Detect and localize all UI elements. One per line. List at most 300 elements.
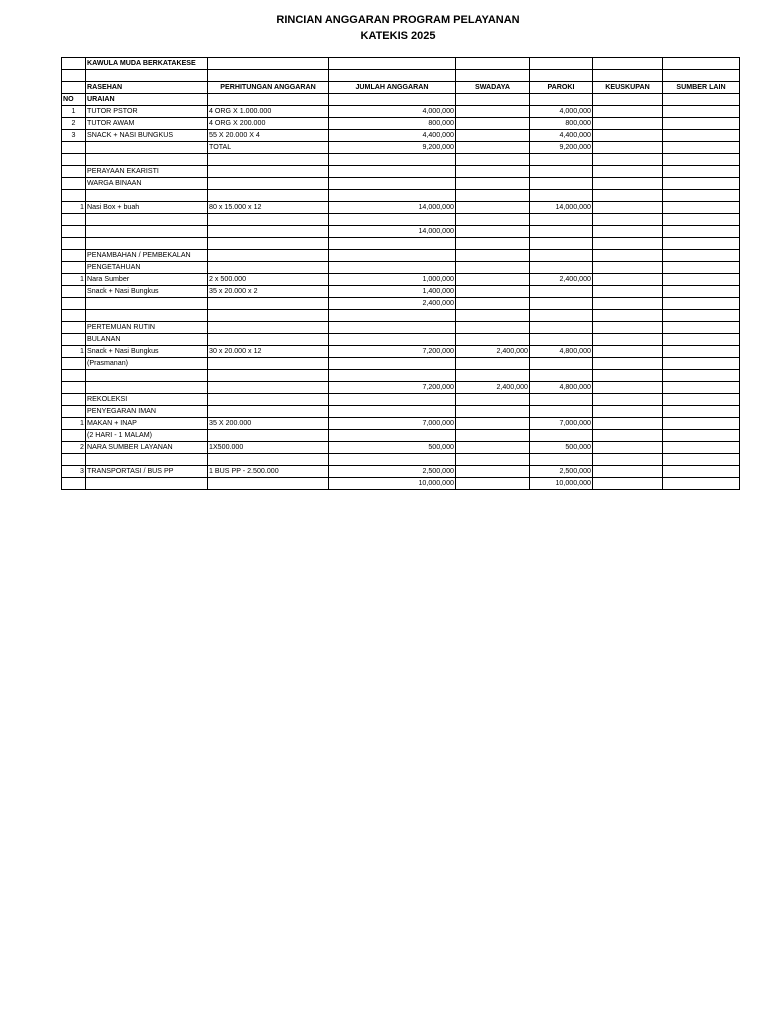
no-cell — [62, 118, 86, 130]
uraian-cell — [86, 226, 208, 238]
cell-text: BULANAN — [87, 335, 121, 343]
keuskupan-cell — [593, 70, 663, 82]
swadaya-cell — [456, 346, 530, 358]
no-cell — [62, 250, 86, 262]
no-cell — [62, 190, 86, 202]
perhitungan-cell — [208, 178, 329, 190]
uraian-cell — [86, 454, 208, 466]
swadaya-cell — [456, 118, 530, 130]
no-cell — [62, 478, 86, 490]
swadaya-cell — [456, 406, 530, 418]
uraian-cell — [86, 94, 208, 106]
uraian-cell — [86, 466, 208, 478]
cell-text: (2 HARI - 1 MALAM) — [87, 431, 153, 439]
cell-text: 14,000,000 — [418, 203, 454, 211]
keuskupan-cell — [593, 310, 663, 322]
paroki-cell — [530, 382, 593, 394]
table-row — [62, 466, 740, 478]
keuskupan-cell — [593, 346, 663, 358]
table-row — [62, 202, 740, 214]
cell-text: TUTOR PSTOR — [87, 107, 138, 115]
swadaya-cell — [456, 382, 530, 394]
keuskupan-cell — [593, 334, 663, 346]
table-row — [62, 118, 740, 130]
keuskupan-cell — [593, 226, 663, 238]
swadaya-cell — [456, 154, 530, 166]
perhitungan-cell — [208, 58, 329, 70]
uraian-cell — [86, 70, 208, 82]
uraian-cell — [86, 298, 208, 310]
paroki-cell — [530, 406, 593, 418]
cell-text: TRANSPORTASI / BUS PP — [87, 467, 174, 475]
keuskupan-cell — [593, 142, 663, 154]
paroki-cell — [530, 298, 593, 310]
keuskupan-cell — [593, 430, 663, 442]
table-row — [62, 406, 740, 418]
keuskupan-cell — [593, 370, 663, 382]
perhitungan-cell — [208, 118, 329, 130]
uraian-cell — [86, 166, 208, 178]
jumlah-cell — [329, 94, 456, 106]
jumlah-cell — [329, 142, 456, 154]
paroki-cell — [530, 130, 593, 142]
uraian-cell — [86, 370, 208, 382]
paroki-cell — [530, 118, 593, 130]
cell-text: 800,000 — [565, 119, 591, 127]
uraian-cell — [86, 142, 208, 154]
sumber-lain-cell — [663, 82, 740, 94]
jumlah-cell — [329, 346, 456, 358]
table-row — [62, 430, 740, 442]
jumlah-cell — [329, 430, 456, 442]
no-cell — [62, 466, 86, 478]
swadaya-cell — [456, 166, 530, 178]
cell-text: 10,000,000 — [418, 479, 454, 487]
table-row — [62, 478, 740, 490]
jumlah-cell — [329, 154, 456, 166]
swadaya-cell — [456, 322, 530, 334]
uraian-cell — [86, 418, 208, 430]
uraian-cell — [86, 442, 208, 454]
cell-text: 2,400,000 — [422, 299, 454, 307]
sumber-lain-cell — [663, 142, 740, 154]
uraian-cell — [86, 214, 208, 226]
keuskupan-cell — [593, 442, 663, 454]
table-row — [62, 226, 740, 238]
cell-text: 35 X 200.000 — [209, 419, 252, 427]
cell-text: 1 — [80, 419, 84, 427]
perhitungan-cell — [208, 334, 329, 346]
uraian-cell — [86, 274, 208, 286]
table-row — [62, 154, 740, 166]
cell-text: 7,200,000 — [422, 347, 454, 355]
perhitungan-cell — [208, 130, 329, 142]
jumlah-cell — [329, 274, 456, 286]
cell-text: SUMBER LAIN — [676, 83, 726, 91]
paroki-cell — [530, 82, 593, 94]
table-row — [62, 454, 740, 466]
table-row — [62, 94, 740, 106]
paroki-cell — [530, 262, 593, 274]
cell-text: 500,000 — [565, 443, 591, 451]
no-cell — [62, 274, 86, 286]
sumber-lain-cell — [663, 406, 740, 418]
sumber-lain-cell — [663, 166, 740, 178]
keuskupan-cell — [593, 130, 663, 142]
cell-text: 1,000,000 — [422, 275, 454, 283]
perhitungan-cell — [208, 298, 329, 310]
paroki-cell — [530, 274, 593, 286]
uraian-cell — [86, 358, 208, 370]
paroki-cell — [530, 202, 593, 214]
jumlah-cell — [329, 418, 456, 430]
cell-text: JUMLAH ANGGARAN — [355, 83, 429, 91]
sumber-lain-cell — [663, 250, 740, 262]
no-cell — [62, 442, 86, 454]
jumlah-cell — [329, 118, 456, 130]
sumber-lain-cell — [663, 286, 740, 298]
uraian-cell — [86, 478, 208, 490]
swadaya-cell — [456, 142, 530, 154]
cell-text: 800,000 — [428, 119, 454, 127]
cell-text: 4,000,000 — [559, 107, 591, 115]
swadaya-cell — [456, 478, 530, 490]
no-cell — [62, 238, 86, 250]
swadaya-cell — [456, 310, 530, 322]
cell-text: 10,000,000 — [555, 479, 591, 487]
jumlah-cell — [329, 106, 456, 118]
uraian-cell — [86, 190, 208, 202]
jumlah-cell — [329, 250, 456, 262]
uraian-cell — [86, 394, 208, 406]
no-cell — [62, 202, 86, 214]
keuskupan-cell — [593, 58, 663, 70]
cell-text: 2 x 500.000 — [209, 275, 247, 283]
cell-text: Nara Sumber — [87, 275, 130, 283]
sumber-lain-cell — [663, 202, 740, 214]
keuskupan-cell — [593, 286, 663, 298]
keuskupan-cell — [593, 382, 663, 394]
paroki-cell — [530, 370, 593, 382]
sumber-lain-cell — [663, 370, 740, 382]
perhitungan-cell — [208, 274, 329, 286]
perhitungan-cell — [208, 214, 329, 226]
no-cell — [62, 70, 86, 82]
uraian-cell — [86, 346, 208, 358]
no-cell — [62, 310, 86, 322]
table-row — [62, 70, 740, 82]
no-cell — [62, 142, 86, 154]
cell-text: 7,200,000 — [422, 383, 454, 391]
swadaya-cell — [456, 190, 530, 202]
sumber-lain-cell — [663, 394, 740, 406]
jumlah-cell — [329, 406, 456, 418]
budget-table-body — [62, 58, 740, 490]
cell-text: 2 — [80, 443, 84, 451]
sumber-lain-cell — [663, 214, 740, 226]
jumlah-cell — [329, 262, 456, 274]
cell-text: 4,400,000 — [559, 131, 591, 139]
paroki-cell — [530, 442, 593, 454]
sumber-lain-cell — [663, 454, 740, 466]
cell-text: PERAYAAN EKARISTI — [87, 167, 159, 175]
uraian-cell — [86, 118, 208, 130]
no-cell — [62, 154, 86, 166]
paroki-cell — [530, 166, 593, 178]
keuskupan-cell — [593, 322, 663, 334]
no-cell — [62, 322, 86, 334]
swadaya-cell — [456, 238, 530, 250]
perhitungan-cell — [208, 466, 329, 478]
cell-text: URAIAN — [87, 95, 115, 103]
perhitungan-cell — [208, 202, 329, 214]
cell-text: PERTEMUAN RUTIN — [87, 323, 156, 331]
table-row — [62, 442, 740, 454]
no-cell — [62, 406, 86, 418]
perhitungan-cell — [208, 250, 329, 262]
uraian-cell — [86, 250, 208, 262]
perhitungan-cell — [208, 406, 329, 418]
sumber-lain-cell — [663, 190, 740, 202]
paroki-cell — [530, 454, 593, 466]
cell-text: 80 x 15.000 x 12 — [209, 203, 262, 211]
table-row — [62, 238, 740, 250]
swadaya-cell — [456, 442, 530, 454]
keuskupan-cell — [593, 166, 663, 178]
cell-text: RASEHAN — [87, 83, 123, 91]
uraian-cell — [86, 82, 208, 94]
sumber-lain-cell — [663, 178, 740, 190]
table-row — [62, 346, 740, 358]
perhitungan-cell — [208, 142, 329, 154]
paroki-cell — [530, 322, 593, 334]
keuskupan-cell — [593, 238, 663, 250]
jumlah-cell — [329, 370, 456, 382]
no-cell — [62, 106, 86, 118]
perhitungan-cell — [208, 106, 329, 118]
jumlah-cell — [329, 238, 456, 250]
perhitungan-cell — [208, 418, 329, 430]
paroki-cell — [530, 478, 593, 490]
table-row — [62, 262, 740, 274]
no-cell — [62, 286, 86, 298]
sumber-lain-cell — [663, 334, 740, 346]
cell-text: 1 — [80, 347, 84, 355]
paroki-cell — [530, 346, 593, 358]
table-row — [62, 394, 740, 406]
keuskupan-cell — [593, 262, 663, 274]
cell-text: (Prasmanan) — [87, 359, 129, 367]
table-row — [62, 142, 740, 154]
cell-text: Snack + Nasi Bungkus — [87, 287, 159, 295]
paroki-cell — [530, 250, 593, 262]
cell-text: REKOLEKSI — [87, 395, 128, 403]
perhitungan-cell — [208, 238, 329, 250]
cell-text: 1 — [71, 107, 76, 115]
cell-text: NARA SUMBER LAYANAN — [87, 443, 173, 451]
paroki-cell — [530, 142, 593, 154]
sumber-lain-cell — [663, 298, 740, 310]
paroki-cell — [530, 214, 593, 226]
uraian-cell — [86, 58, 208, 70]
cell-text: 14,000,000 — [555, 203, 591, 211]
no-cell — [62, 262, 86, 274]
keuskupan-cell — [593, 202, 663, 214]
table-row — [62, 370, 740, 382]
no-cell — [62, 430, 86, 442]
cell-text: NO — [63, 95, 74, 103]
keuskupan-cell — [593, 106, 663, 118]
sumber-lain-cell — [663, 118, 740, 130]
uraian-cell — [86, 130, 208, 142]
sumber-lain-cell — [663, 322, 740, 334]
table-row — [62, 58, 740, 70]
swadaya-cell — [456, 130, 530, 142]
no-cell — [62, 358, 86, 370]
cell-text: PERHITUNGAN ANGGARAN — [220, 83, 316, 91]
perhitungan-cell — [208, 322, 329, 334]
no-cell — [62, 214, 86, 226]
jumlah-cell — [329, 478, 456, 490]
table-row — [62, 298, 740, 310]
table-row — [62, 106, 740, 118]
jumlah-cell — [329, 310, 456, 322]
perhitungan-cell — [208, 478, 329, 490]
no-cell — [62, 334, 86, 346]
cell-text: TUTOR AWAM — [87, 119, 135, 127]
perhitungan-cell — [208, 394, 329, 406]
jumlah-cell — [329, 394, 456, 406]
cell-text: 9,200,000 — [422, 143, 454, 151]
paroki-cell — [530, 190, 593, 202]
table-row — [62, 286, 740, 298]
cell-text: 4 ORG X 1.000.000 — [209, 107, 272, 115]
swadaya-cell — [456, 94, 530, 106]
cell-text: Nasi Box + buah — [87, 203, 140, 211]
cell-text: 35 x 20.000 x 2 — [209, 287, 258, 295]
keuskupan-cell — [593, 250, 663, 262]
table-row — [62, 274, 740, 286]
uraian-cell — [86, 382, 208, 394]
cell-text: MAKAN + INAP — [87, 419, 137, 427]
no-cell — [62, 394, 86, 406]
jumlah-cell — [329, 466, 456, 478]
cell-text: 4,800,000 — [559, 347, 591, 355]
perhitungan-cell — [208, 430, 329, 442]
sumber-lain-cell — [663, 274, 740, 286]
jumlah-cell — [329, 322, 456, 334]
cell-text: 2,500,000 — [422, 467, 454, 475]
paroki-cell — [530, 466, 593, 478]
swadaya-cell — [456, 466, 530, 478]
cell-text: PENAMBAHAN / PEMBEKALAN — [87, 251, 191, 259]
keuskupan-cell — [593, 406, 663, 418]
cell-text: 2,400,000 — [496, 383, 528, 391]
sumber-lain-cell — [663, 358, 740, 370]
cell-text: 4,400,000 — [422, 131, 454, 139]
paroki-cell — [530, 58, 593, 70]
swadaya-cell — [456, 70, 530, 82]
no-cell — [62, 418, 86, 430]
paroki-cell — [530, 418, 593, 430]
keuskupan-cell — [593, 190, 663, 202]
keuskupan-cell — [593, 214, 663, 226]
budget-table — [61, 57, 740, 490]
cell-text: 2,400,000 — [559, 275, 591, 283]
uraian-cell — [86, 322, 208, 334]
jumlah-cell — [329, 442, 456, 454]
no-cell — [62, 346, 86, 358]
cell-text: PAROKI — [547, 83, 575, 91]
no-cell — [62, 382, 86, 394]
perhitungan-cell — [208, 226, 329, 238]
jumlah-cell — [329, 190, 456, 202]
table-row — [62, 418, 740, 430]
cell-text: 1 — [80, 275, 84, 283]
no-cell — [62, 454, 86, 466]
perhitungan-cell — [208, 454, 329, 466]
cell-text: 4,800,000 — [559, 383, 591, 391]
paroki-cell — [530, 70, 593, 82]
perhitungan-cell — [208, 346, 329, 358]
perhitungan-cell — [208, 262, 329, 274]
keuskupan-cell — [593, 94, 663, 106]
cell-text: KEUSKUPAN — [605, 83, 650, 91]
swadaya-cell — [456, 298, 530, 310]
perhitungan-cell — [208, 154, 329, 166]
perhitungan-cell — [208, 442, 329, 454]
cell-text: KAWULA MUDA BERKATAKESE — [87, 59, 196, 67]
keuskupan-cell — [593, 178, 663, 190]
sumber-lain-cell — [663, 130, 740, 142]
swadaya-cell — [456, 178, 530, 190]
perhitungan-cell — [208, 358, 329, 370]
table-row — [62, 82, 740, 94]
cell-text: 9,200,000 — [559, 143, 591, 151]
uraian-cell — [86, 202, 208, 214]
swadaya-cell — [456, 334, 530, 346]
table-row — [62, 178, 740, 190]
swadaya-cell — [456, 430, 530, 442]
paroki-cell — [530, 358, 593, 370]
cell-text: 30 x 20.000 x 12 — [209, 347, 262, 355]
swadaya-cell — [456, 202, 530, 214]
jumlah-cell — [329, 178, 456, 190]
table-row — [62, 130, 740, 142]
table-row — [62, 334, 740, 346]
keuskupan-cell — [593, 154, 663, 166]
perhitungan-cell — [208, 286, 329, 298]
paroki-cell — [530, 94, 593, 106]
perhitungan-cell — [208, 70, 329, 82]
perhitungan-cell — [208, 190, 329, 202]
swadaya-cell — [456, 106, 530, 118]
document-title: RINCIAN ANGGARAN PROGRAM PELAYANAN — [276, 14, 520, 26]
sumber-lain-cell — [663, 106, 740, 118]
swadaya-cell — [456, 262, 530, 274]
sumber-lain-cell — [663, 94, 740, 106]
cell-text: 7,000,000 — [559, 419, 591, 427]
sumber-lain-cell — [663, 346, 740, 358]
cell-text: PENGETAHUAN — [87, 263, 141, 271]
cell-text: 3 — [71, 131, 76, 139]
cell-text: SWADAYA — [475, 83, 510, 91]
uraian-cell — [86, 286, 208, 298]
sumber-lain-cell — [663, 442, 740, 454]
cell-text: 1 BUS PP - 2.500.000 — [209, 467, 279, 475]
no-cell — [62, 226, 86, 238]
swadaya-cell — [456, 370, 530, 382]
